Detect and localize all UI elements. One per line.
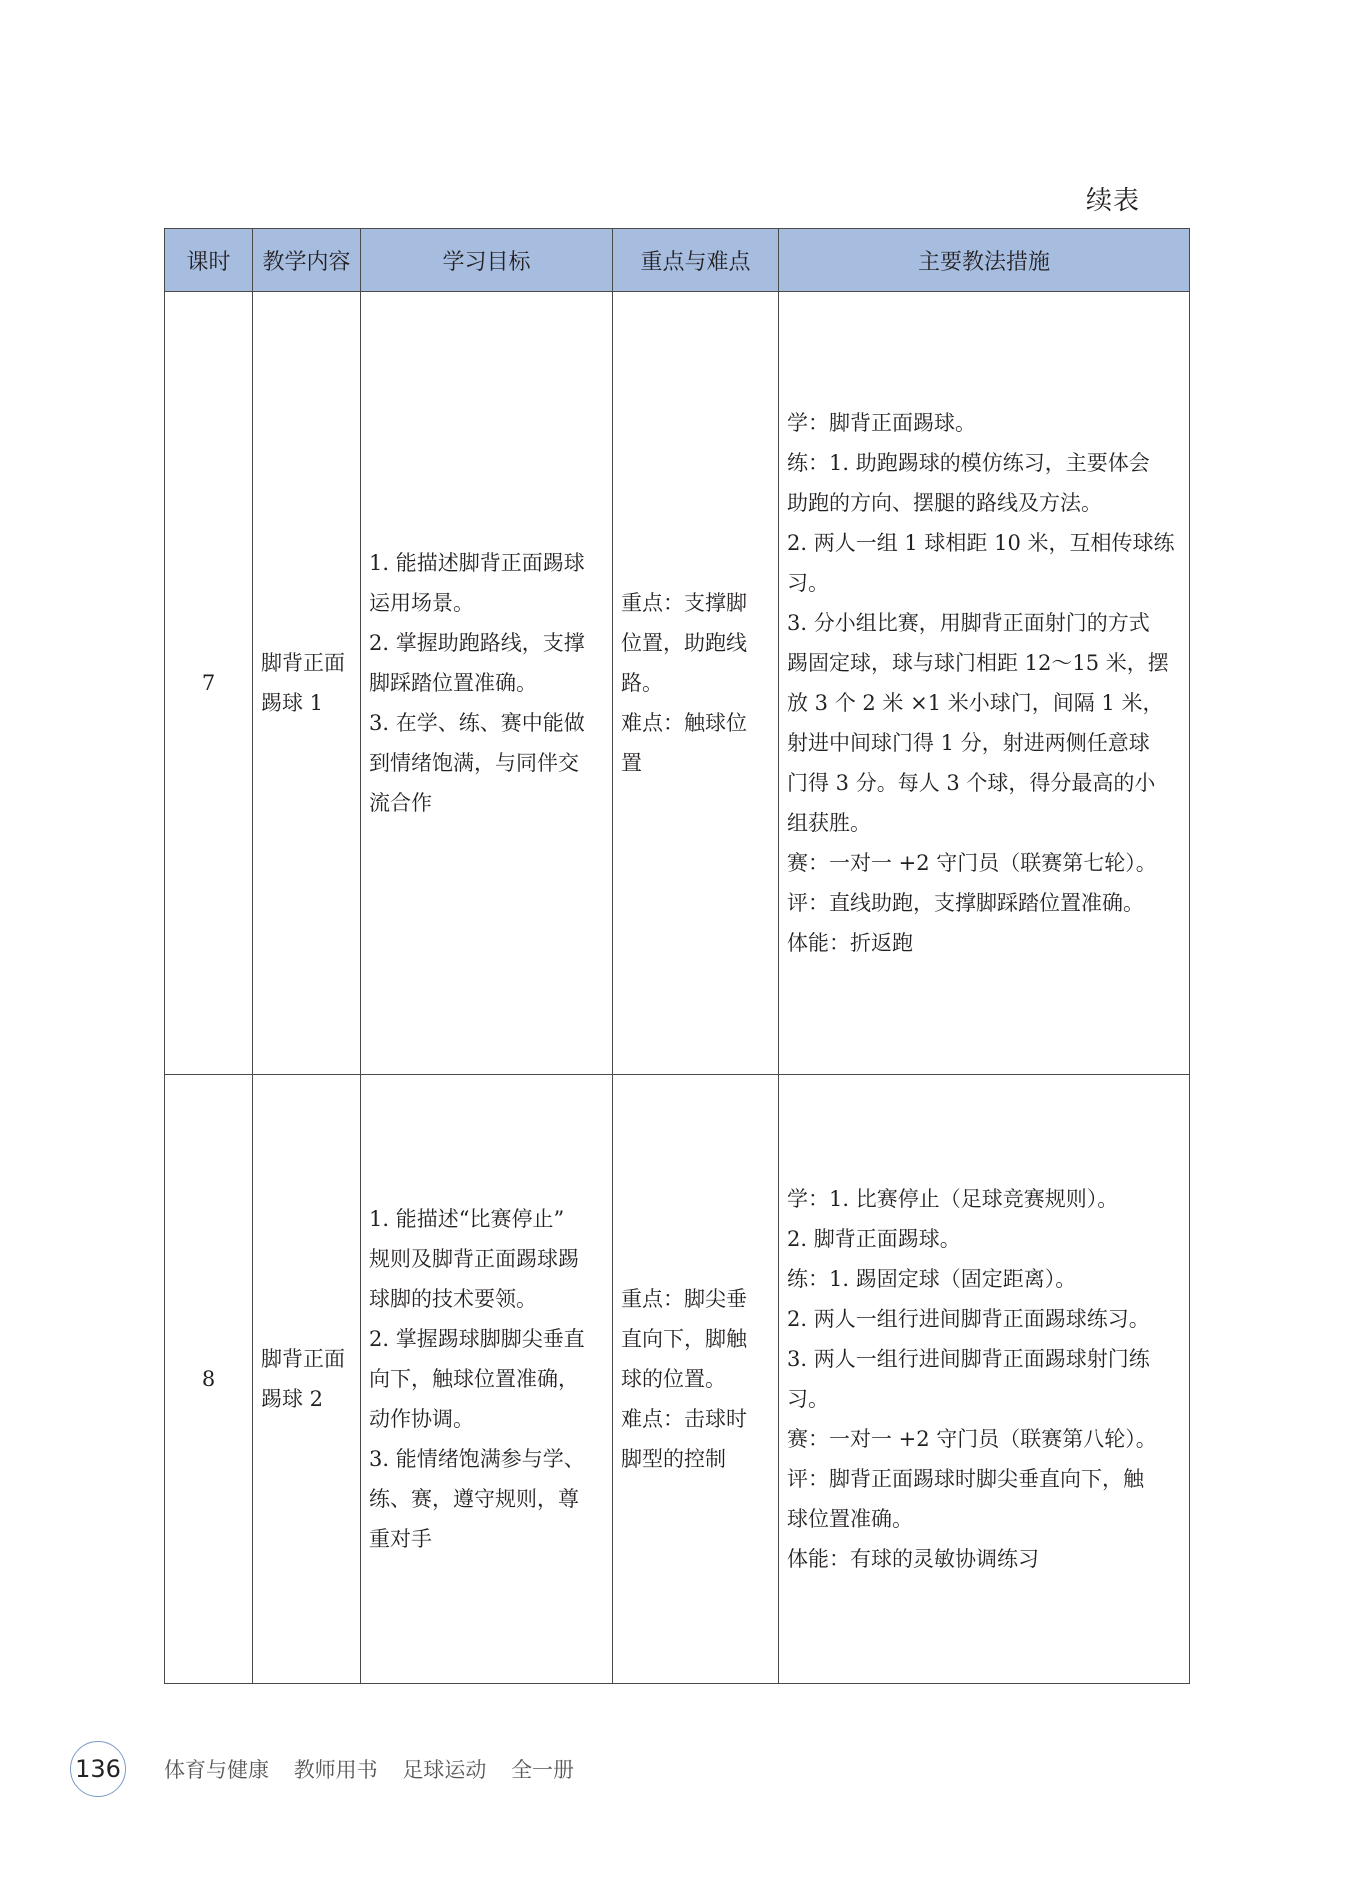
text-line: 3. 分小组比赛，用脚背正面射门的方式 [787,611,1150,635]
text-line: 流合作 [369,791,432,815]
text-line: 评：脚背正面踢球时脚尖垂直向下，触 [787,1467,1144,1491]
text-line: 门得 3 分。每人 3 个球，得分最高的小 [787,771,1156,795]
footer-part: 全一册 [511,1758,575,1782]
lesson-plan-table [164,228,1190,1684]
page-number: 136 [75,1755,121,1783]
lesson-content [253,1075,361,1684]
text-line: 练：1. 助跑踢球的模仿练习，主要体会 [787,451,1150,475]
footer-book-title [164,1754,592,1784]
text-line: 到情绪饱满，与同伴交 [369,751,579,775]
lesson-goals [361,1075,613,1684]
text-line: 3. 两人一组行进间脚背正面踢球射门练 [787,1347,1150,1371]
header-content: 教学内容 [253,229,361,292]
text-line: 1. 能描述“比赛停止” [369,1207,565,1231]
text-line: 2. 两人一组 1 球相距 10 米，互相传球练 [787,531,1175,555]
text-line: 球脚的技术要领。 [369,1287,537,1311]
text-line: 踢球 1 [261,691,324,715]
text-line: 3. 在学、练、赛中能做 [369,711,585,735]
text-line: 动作协调。 [369,1407,474,1431]
footer-part: 体育与健康 [164,1758,269,1782]
text-line: 脚背正面 [261,1347,345,1371]
table-row [165,292,1190,1075]
text-line: 赛：一对一 +2 守门员（联赛第八轮）。 [787,1427,1157,1451]
text-line: 习。 [787,571,829,595]
text-line: 2. 掌握助跑路线，支撑 [369,631,585,655]
text-line: 3. 能情绪饱满参与学、 [369,1447,585,1471]
header-lesson: 课时 [165,229,253,292]
text-line: 运用场景。 [369,591,474,615]
text-line: 规则及脚背正面踢球踢 [369,1247,579,1271]
footer-part: 教师用书 [293,1758,378,1782]
text-line: 路。 [621,671,663,695]
text-line: 难点：击球时 [621,1407,747,1431]
table-row [165,1075,1190,1684]
text-line: 体能：折返跑 [787,931,913,955]
text-line: 1. 能描述脚背正面踢球 [369,551,585,575]
text-line: 重对手 [369,1527,432,1551]
page-number-badge [70,1741,126,1797]
text-line: 向下，触球位置准确， [369,1367,579,1391]
lesson-number: 8 [165,1075,253,1684]
text-line: 位置，助跑线 [621,631,747,655]
text-line: 难点：触球位 [621,711,747,735]
text-line: 学：脚背正面踢球。 [787,411,976,435]
header-key-points: 重点与难点 [613,229,779,292]
text-line: 练、赛，遵守规则，尊 [369,1487,579,1511]
text-line: 重点：脚尖垂 [621,1287,747,1311]
text-line: 赛：一对一 +2 守门员（联赛第七轮）。 [787,851,1157,875]
text-line: 球位置准确。 [787,1507,913,1531]
header-methods: 主要教法措施 [779,229,1190,292]
text-line: 2. 两人一组行进间脚背正面踢球练习。 [787,1307,1150,1331]
text-line: 置 [621,751,642,775]
text-line: 体能：有球的灵敏协调练习 [787,1547,1039,1571]
text-line: 射进中间球门得 1 分，射进两侧任意球 [787,731,1150,755]
table-header-row [165,229,1190,292]
text-line: 2. 掌握踢球脚脚尖垂直 [369,1327,585,1351]
lesson-key-points [613,1075,779,1684]
text-line: 组获胜。 [787,811,871,835]
lesson-number: 7 [165,292,253,1075]
text-line: 助跑的方向、摆腿的路线及方法。 [787,491,1102,515]
text-line: 放 3 个 2 米 ×1 米小球门，间隔 1 米， [787,691,1164,715]
footer-part: 足球运动 [402,1758,487,1782]
text-line: 习。 [787,1387,829,1411]
text-line: 踢球 2 [261,1387,324,1411]
lesson-content [253,292,361,1075]
text-line: 练：1. 踢固定球（固定距离）。 [787,1267,1077,1291]
continued-label: 续表 [1085,186,1140,216]
lesson-goals [361,292,613,1075]
text-line: 踢固定球，球与球门相距 12～15 米，摆 [787,651,1169,675]
header-goals: 学习目标 [361,229,613,292]
text-line: 2. 脚背正面踢球。 [787,1227,961,1251]
text-line: 重点：支撑脚 [621,591,747,615]
lesson-methods [779,292,1190,1075]
text-line: 学：1. 比赛停止（足球竞赛规则）。 [787,1187,1119,1211]
text-line: 球的位置。 [621,1367,726,1391]
text-line: 脚型的控制 [621,1447,726,1471]
text-line: 评：直线助跑，支撑脚踩踏位置准确。 [787,891,1144,915]
text-line: 脚背正面 [261,651,345,675]
lesson-methods [779,1075,1190,1684]
text-line: 直向下，脚触 [621,1327,747,1351]
text-line: 脚踩踏位置准确。 [369,671,537,695]
lesson-key-points [613,292,779,1075]
